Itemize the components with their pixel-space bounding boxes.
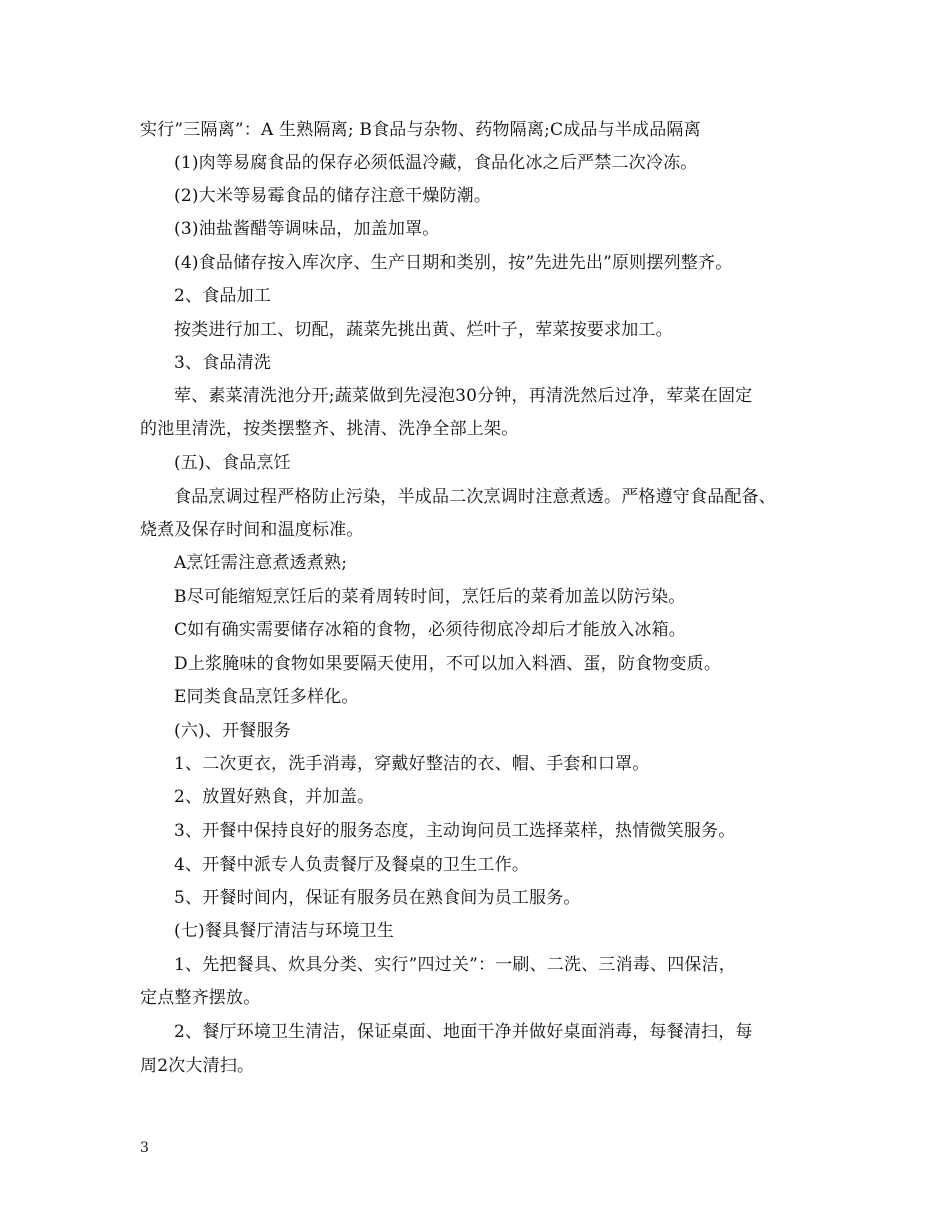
text-line: D上浆腌味的食物如果要隔天使用，不可以加入料酒、蛋，防食物变质。: [174, 654, 722, 674]
text-line: 荤、素菜清洗池分开;蔬菜做到先浸泡30分钟，再清洗然后过净，荤菜在固定: [174, 386, 753, 406]
section-heading: (五)、食品烹饪: [174, 453, 291, 473]
text-line: (2)大米等易霉食品的储存注意干燥防潮。: [174, 186, 492, 206]
section-heading: 3、食品清洗: [174, 353, 272, 373]
text-line: C如有确实需要储存冰箱的食物，必须待彻底冷却后才能放入冰箱。: [174, 620, 687, 640]
text-line: 实行”三隔离”：A 生熟隔离; B食品与杂物、药物隔离;C成品与半成品隔离: [140, 120, 701, 140]
page-number: 3: [140, 1140, 149, 1156]
section-heading: 2、食品加工: [174, 286, 272, 306]
text-line: 食品烹调过程严格防止污染，半成品二次烹调时注意煮透。严格遵守食品配备、: [174, 487, 776, 507]
text-line: (3)油盐酱醋等调味品，加盖加罩。: [174, 219, 440, 239]
text-line: 2、餐厅环境卫生清洁，保证桌面、地面干净并做好桌面消毒，每餐清扫，每: [174, 1022, 753, 1042]
text-line: 2、放置好熟食，并加盖。: [174, 787, 375, 807]
section-heading: (六)、开餐服务: [174, 721, 291, 741]
text-line: 周2次大清扫。: [140, 1056, 255, 1076]
text-line: 定点整齐摆放。: [140, 988, 261, 1008]
text-line: E同类食品烹饪多样化。: [174, 687, 359, 707]
section-heading: (七)餐具餐厅清洁与环境卫生: [174, 921, 395, 941]
text-line: 1、先把餐具、炊具分类、实行”四过关”：一刷、二洗、三消毒、四保洁，: [174, 955, 736, 975]
text-line: 3、开餐中保持良好的服务态度，主动询问员工选择菜样，热情微笑服务。: [174, 821, 736, 841]
text-line: 4、开餐中派专人负责餐厅及餐桌的卫生工作。: [174, 855, 530, 875]
text-line: 按类进行加工、切配，蔬菜先挑出黄、烂叶子，荤菜按要求加工。: [174, 320, 673, 340]
text-line: 的池里清洗，按类摆整齐、挑清、洗净全部上架。: [140, 419, 519, 439]
text-line: A烹饪需注意煮透煮熟;: [174, 553, 348, 573]
text-line: 烧煮及保存时间和温度标准。: [140, 520, 364, 540]
text-line: 5、开餐时间内，保证有服务员在熟食间为员工服务。: [174, 888, 581, 908]
text-line: 1、二次更衣，洗手消毒，穿戴好整洁的衣、帽、手套和口罩。: [174, 754, 650, 774]
text-line: (1)肉等易腐食品的保存必须低温冷藏，食品化冰之后严禁二次冷冻。: [174, 153, 698, 173]
text-line: (4)食品储存按入库次序、生产日期和类别，按”先进先出”原则摆列整齐。: [174, 253, 733, 273]
text-line: B尽可能缩短烹饪后的菜肴周转时间，烹饪后的菜肴加盖以防污染。: [174, 587, 686, 607]
